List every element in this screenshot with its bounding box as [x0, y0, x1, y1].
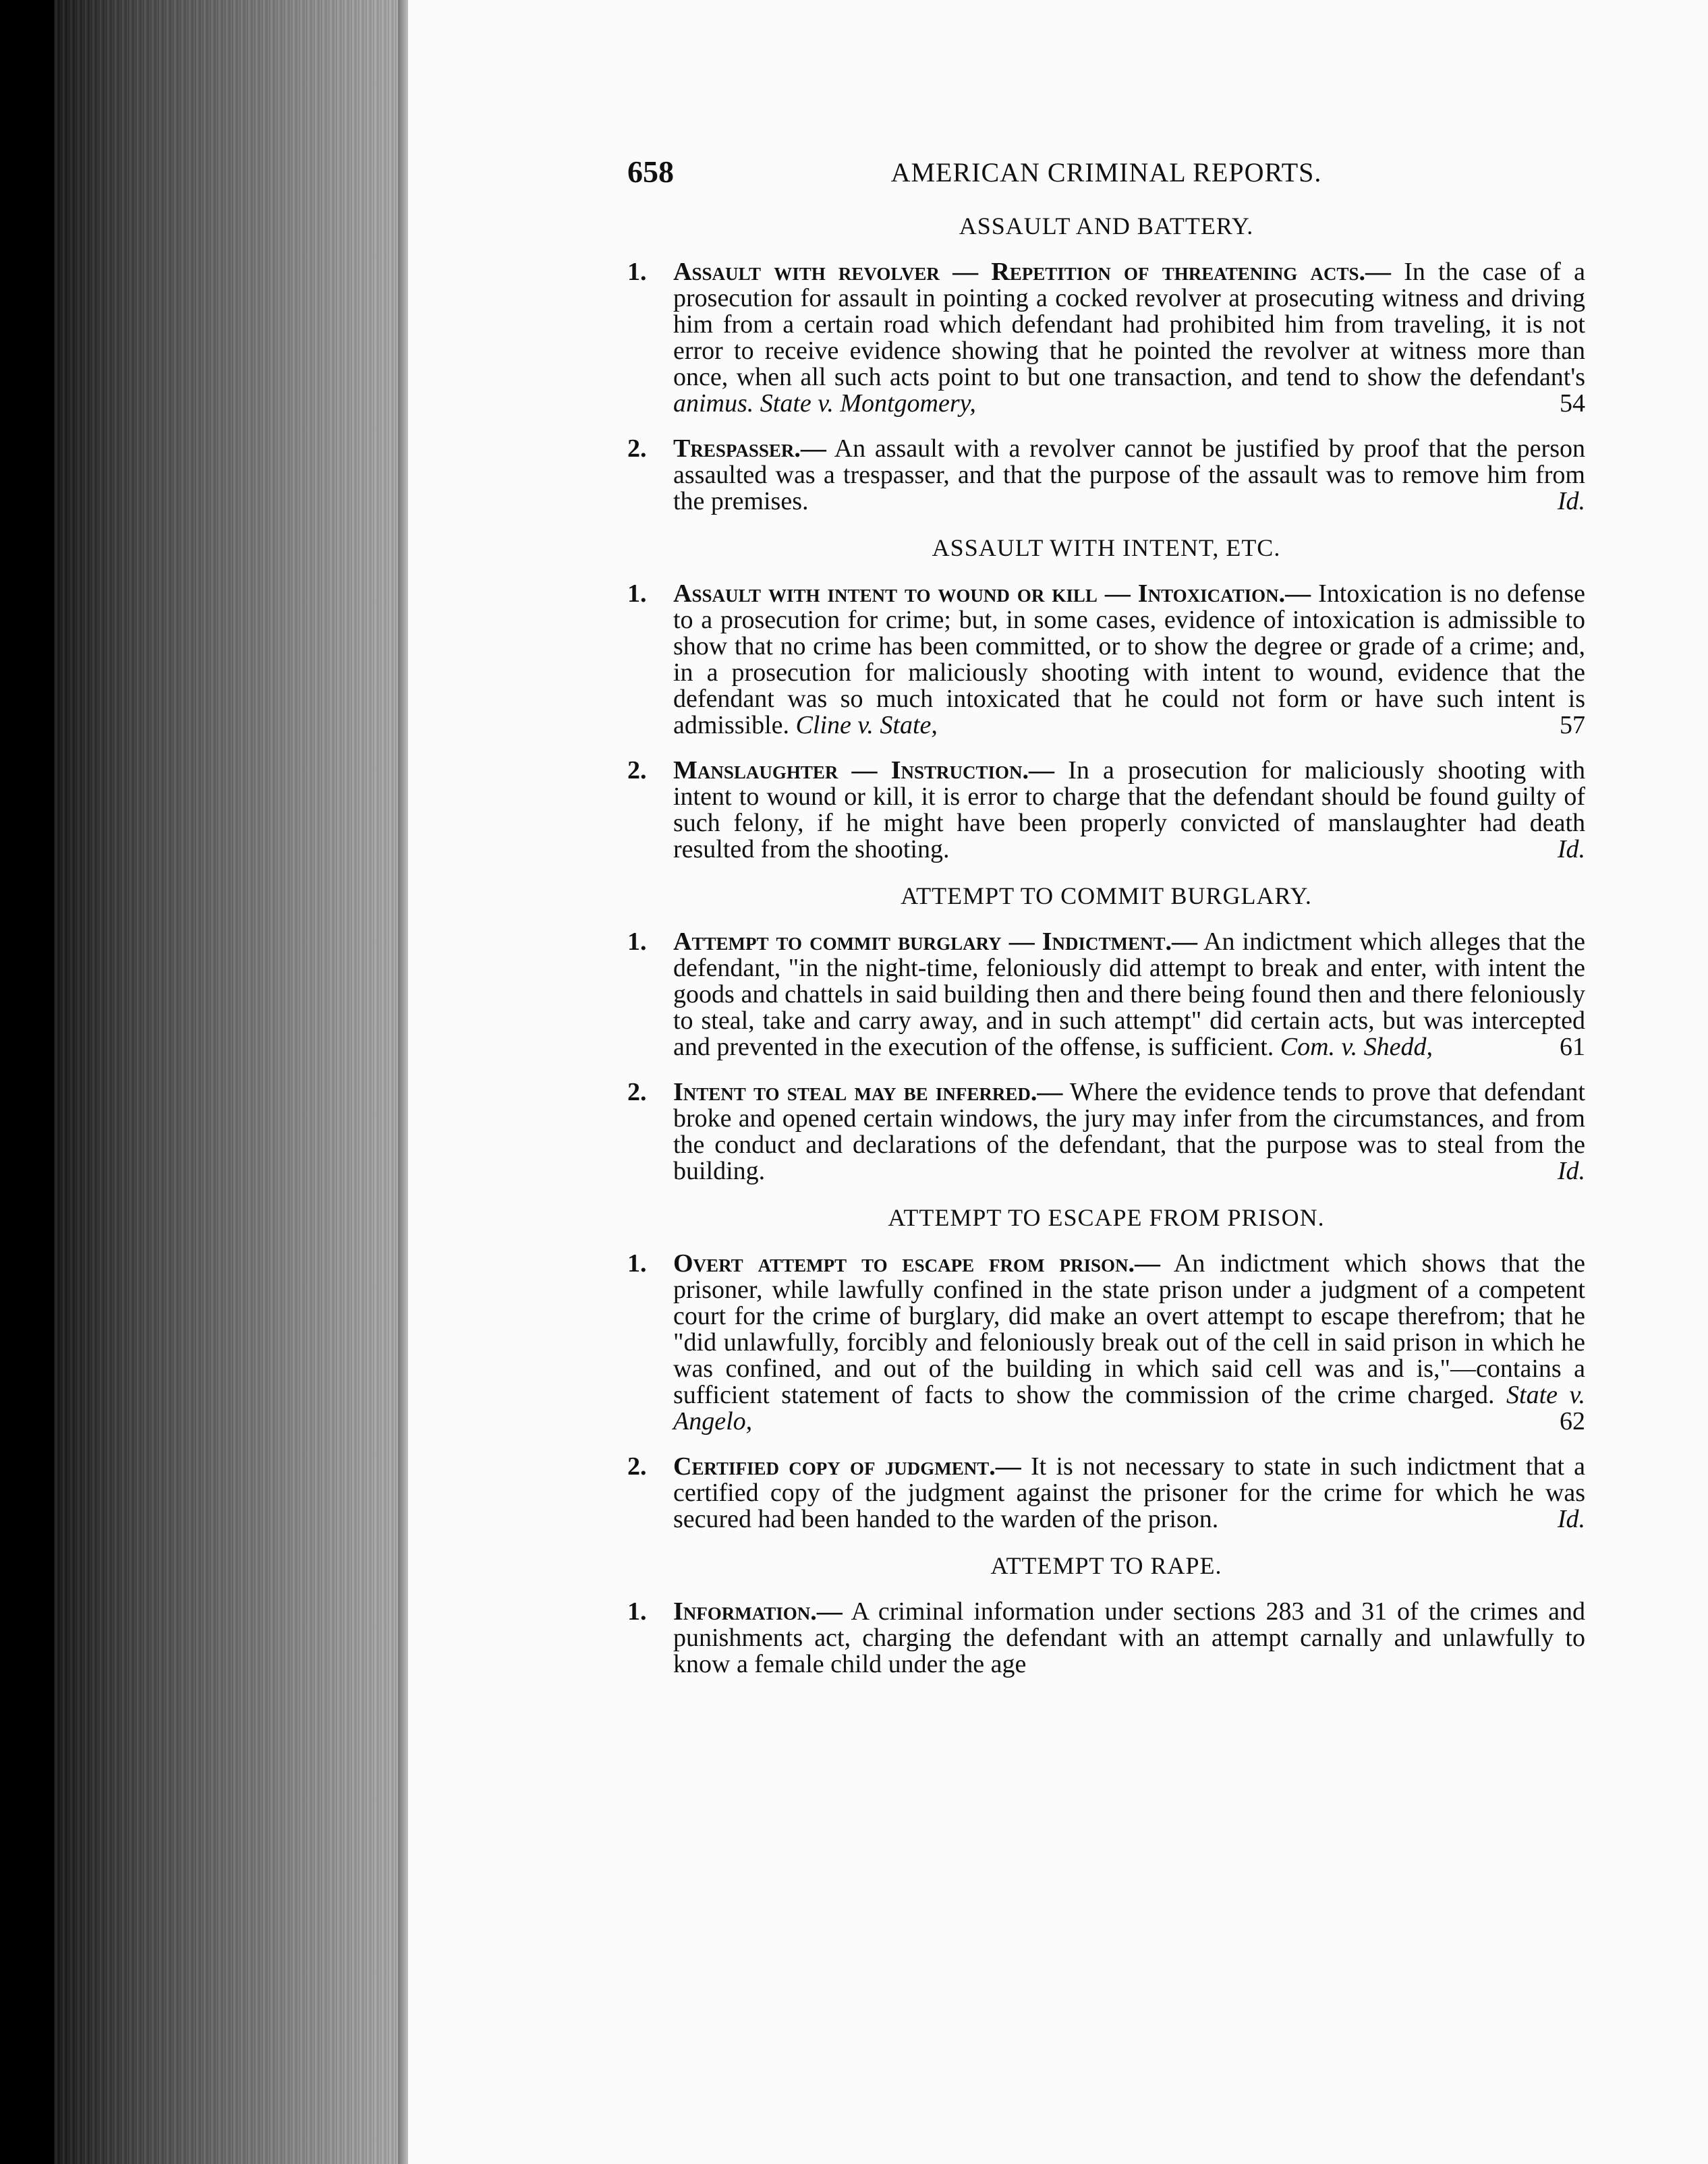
entry-number: 2. — [627, 434, 647, 463]
entry-number: 1. — [627, 579, 647, 608]
digest-entry — [627, 1251, 1585, 1435]
section-title: ATTEMPT TO COMMIT BURGLARY. — [901, 882, 1312, 909]
entry-number: 2. — [627, 1078, 647, 1106]
section-title: ATTEMPT TO ESCAPE FROM PRISON. — [888, 1204, 1325, 1231]
entry-body — [673, 1251, 1585, 1435]
entry-body — [673, 1454, 1585, 1533]
page-reference: 54 — [1560, 389, 1585, 418]
entry-text: An indictment which shows that the prisoner, while lawfully confined in the state prison under a judgment of a competent court for the crime of burglary, did make an overt attempt to escape therefrom; that he "did unlawfully, forcibly and feloniously break out of the cell in said prison in which he was confined, and out of the building in which said cell was and is,"—contains a sufficient statement of facts to show the commission of the crime charged. — [673, 1249, 1585, 1409]
entry-body — [673, 929, 1585, 1060]
entry-number: 1. — [627, 928, 647, 956]
digest-entry — [627, 1079, 1585, 1185]
digest-entry — [627, 758, 1585, 863]
digest-entry — [627, 581, 1585, 739]
entry-heading: Intent to steal may be inferred.— — [673, 1078, 1063, 1106]
id-reference: Id. — [1557, 487, 1585, 515]
entry-heading: Overt attempt to escape from prison.— — [673, 1249, 1161, 1278]
case-citation: State v. Montgomery, — [760, 389, 976, 418]
entry-text: In the case of a prosecution for assault in pointing a cocked revolver at prosecuting witness and driving him from a certain road which defendant had prohibited him from traveling, it is not error to receive evidence showing that he pointed the revolver at witness more than once, when all such acts point to but one transaction, and tend to show the defendant's — [673, 258, 1585, 391]
id-reference: Id. — [1557, 1157, 1585, 1185]
entry-text: A criminal information under sections 283 and 31 of the crimes and punishments act, charging the defendant with an attempt carnally and unlawfully to know a female child under the age — [673, 1597, 1585, 1678]
entry-text: An assault with a revolver cannot be justified by proof that the person assaulted was a trespasser, and that the purpose of the assault was to remove him from the premises. — [673, 434, 1585, 515]
entry-heading: Trespasser.— — [673, 434, 826, 463]
section-title: ASSAULT WITH INTENT, ETC. — [932, 534, 1281, 561]
entry-number: 1. — [627, 1249, 647, 1278]
entry-heading: Assault with revolver — Repetition of threatening acts.— — [673, 258, 1391, 286]
entry-number: 1. — [627, 1597, 647, 1626]
entry-body — [673, 581, 1585, 739]
entry-number: 2. — [627, 1452, 647, 1481]
book-page-edges — [54, 0, 405, 2164]
entry-heading: Information.— — [673, 1597, 843, 1626]
case-citation: Cline v. State, — [795, 711, 938, 739]
id-reference: Id. — [1557, 1505, 1585, 1533]
entry-body — [673, 1599, 1585, 1678]
digest-entry — [627, 259, 1585, 417]
entry-text: An indictment which alleges that the defendant, "in the night-time, feloniously did attempt to break and enter, with intent the goods and chattels in said building then and there being found then and there feloniously to steal, take and carry away, and in such attempt" did certain acts, but was intercepted and prevented in the execution of the offense, is sufficient. — [673, 928, 1585, 1061]
entry-body — [673, 758, 1585, 863]
running-title: AMERICAN CRIMINAL REPORTS. — [890, 157, 1322, 188]
case-citation: Com. v. Shedd, — [1280, 1033, 1433, 1061]
entry-body — [673, 259, 1585, 417]
entry-text: Intoxication is no defense to a prosecution for crime; but, in some cases, evidence of intoxication is admissible to show that no crime has been committed, or to show the degree or grade of a crime; and, in a prosecution for maliciously shooting with intent to wound, evidence that the defendant was so much intoxicated that he could not form or have such intent is admissible. — [673, 579, 1586, 739]
entry-body — [673, 436, 1585, 515]
digest-entry — [627, 1454, 1585, 1533]
section-title: ATTEMPT TO RAPE. — [990, 1552, 1222, 1579]
section-title: ASSAULT AND BATTERY. — [959, 212, 1254, 239]
page-reference: 57 — [1560, 711, 1585, 739]
id-reference: Id. — [1557, 835, 1585, 863]
entry-number: 2. — [627, 756, 647, 785]
entry-text: Where the evidence tends to prove that defendant broke and opened certain windows, the jury may infer from the circumstances, and from the conduct and declarations of the defendant, that the purpose was to steal from the building. — [673, 1078, 1585, 1185]
entry-heading: Certified copy of judgment.— — [673, 1452, 1021, 1481]
page-content — [627, 154, 1585, 1697]
entry-number: 1. — [627, 258, 647, 286]
entry-italic: animus. — [673, 389, 754, 418]
page-reference: 61 — [1560, 1033, 1585, 1061]
case-citation: State v. Angelo, — [673, 1381, 1586, 1435]
entry-heading: Attempt to commit burglary — Indictment.— — [673, 928, 1198, 956]
entry-heading: Assault with intent to wound or kill — Intoxication.— — [673, 579, 1311, 608]
page-number: 658 — [627, 154, 674, 189]
digest-entry — [627, 436, 1585, 515]
digest-entry — [627, 929, 1585, 1060]
digest-entry — [627, 1599, 1585, 1678]
entry-text: In a prosecution for maliciously shooting with intent to wound or kill, it is error to charge that the defendant should be found guilty of such felony, if he might have been properly convicted of manslaughter had death resulted from the shooting. — [673, 756, 1586, 863]
running-head — [627, 154, 1585, 197]
page-reference: 62 — [1560, 1407, 1585, 1435]
entry-body — [673, 1079, 1585, 1185]
entry-heading: Manslaughter — Instruction.— — [673, 756, 1055, 785]
entry-text: It is not necessary to state in such indictment that a certified copy of the judgment against the prisoner for the crime for which he was secured had been handed to the warden of the prison. — [673, 1452, 1585, 1533]
